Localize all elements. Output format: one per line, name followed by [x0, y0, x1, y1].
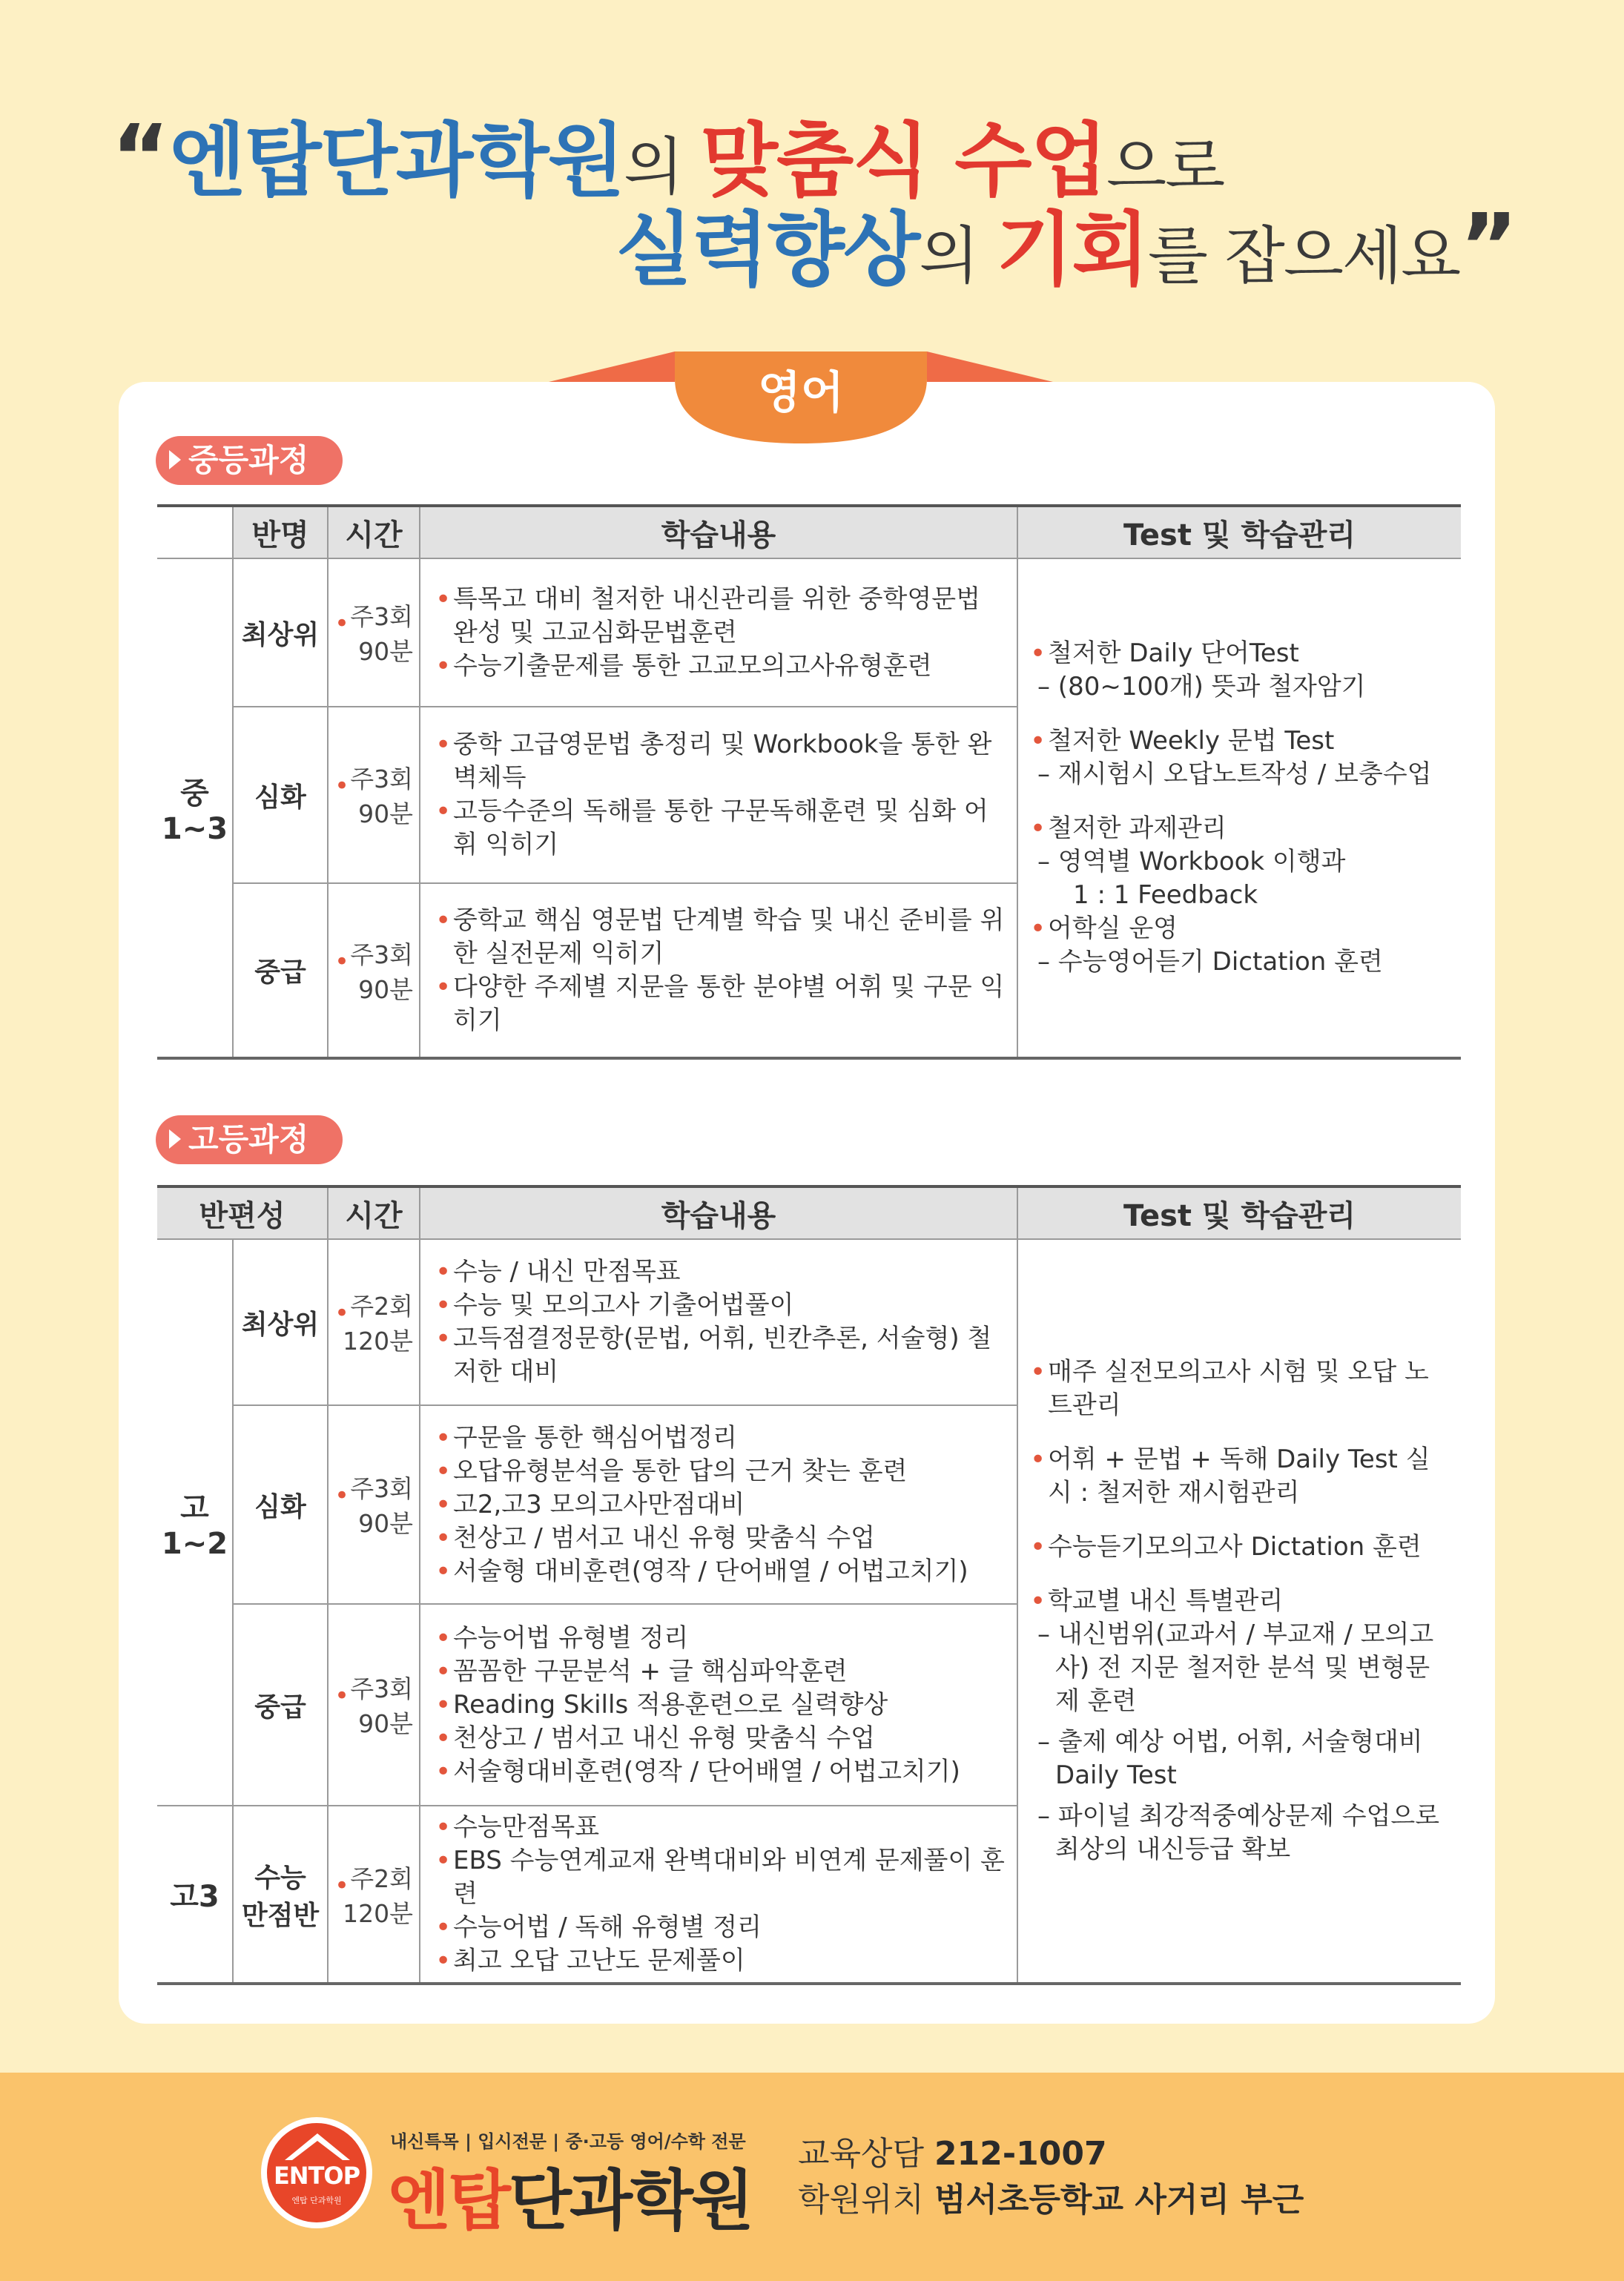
headline-particle: 으로 [1106, 131, 1224, 203]
list-item: • 중학 고급영문법 총정리 및 Workbook을 통한 완벽체득 [435, 728, 1006, 795]
table-row [157, 1239, 1461, 1405]
contact-label: 교육상담 [798, 2135, 925, 2173]
management-item: • 매주 실전모의고사 시험 및 오답 노트관리 [1030, 1356, 1450, 1422]
list-item: • 고득점결정문항(문법, 어휘, 빈칸추론, 서술형) 철저한 대비 [435, 1322, 1006, 1389]
time-cell [328, 1239, 420, 1405]
time-label: 주2회 120분 [343, 1292, 414, 1356]
grade-group-label: 중 1~3 [161, 776, 228, 846]
management-item: • 학교별 내신 특별관리 [1030, 1585, 1450, 1618]
table-header-row [157, 506, 1461, 558]
bullet-icon: • [334, 946, 350, 977]
content-cell [420, 1604, 1017, 1806]
management-cell [1017, 558, 1461, 1058]
time-cell [328, 1604, 420, 1806]
management-cell [1017, 1239, 1461, 1984]
list-item: • 중학교 핵심 영문법 단계별 학습 및 내신 준비를 위한 실전문제 익히기 [435, 904, 1006, 971]
custom-class-highlight: 맞춤식 수업 [700, 115, 1106, 208]
header-content: 학습내용 [420, 506, 1017, 558]
content-cell [420, 1239, 1017, 1405]
management-item: • 수능듣기모의고사 Dictation 훈련 [1030, 1531, 1450, 1564]
management-sub: – 파이널 최강적중예상문제 수업으로 최상의 내신등급 확보 [1037, 1801, 1440, 1864]
house-roof-inner [292, 2141, 343, 2160]
headline [0, 0, 1624, 311]
close-quote: ” [1459, 196, 1517, 299]
bullet-icon: • [334, 609, 350, 638]
level-cell [233, 1806, 328, 1984]
academy-name-red: 엔탑 [387, 2162, 509, 2239]
list-item: • 수능기출문제를 통한 고교모의고사유형훈련 [435, 650, 1006, 683]
headline-particle: 를 잡으세요 [1147, 219, 1460, 292]
time-cell [328, 883, 420, 1058]
academy-name-black: 단과학원 [509, 2162, 753, 2239]
level-label: 수능 만점반 [241, 1862, 320, 1931]
header-content: 학습내용 [420, 1186, 1017, 1239]
list-item: • 천상고 / 범서고 내신 유형 맞춤식 수업 [435, 1522, 1006, 1555]
list-item: • 천상고 / 범서고 내신 유형 맞춤식 수업 [435, 1722, 1006, 1755]
time-label: 주3회 90분 [350, 765, 413, 828]
time-cell [328, 707, 420, 883]
time-label: 주3회 90분 [350, 602, 413, 666]
list-item: • 서술형 대비훈련(영작 / 단어배열 / 어법고치기) [435, 1555, 1006, 1588]
list-item: • 구문을 통한 핵심어법정리 [435, 1422, 1006, 1455]
management-sub: – 재시험시 오답노트작성 / 보충수업 [1037, 759, 1432, 789]
level-cell: 중급 [233, 883, 328, 1058]
management-sub: – 수능영어듣기 Dictation 훈련 [1037, 947, 1383, 977]
content-cell [420, 707, 1017, 883]
list-item: • 고등수준의 독해를 통한 구문독해훈련 및 심화 어휘 익히기 [435, 795, 1006, 862]
time-label: 주2회 120분 [343, 1864, 414, 1928]
bullet-icon: • [334, 1681, 350, 1711]
list-item: • 특목고 대비 철저한 내신관리를 위한 중학영문법 완성 및 고교심화문법훈련 [435, 583, 1006, 650]
headline-particle: 의 [919, 219, 997, 292]
list-item: • 서술형대비훈련(영작 / 단어배열 / 어법고치기) [435, 1755, 1006, 1789]
high-course-badge-label: 고등과정 [188, 1121, 309, 1158]
contact-location [798, 2173, 1304, 2220]
headline-line-2 [615, 185, 1516, 300]
list-item: • 수능 및 모의고사 기출어법풀이 [435, 1289, 1006, 1322]
list-item: • 수능어법 / 독해 유형별 정리 [435, 1911, 1006, 1944]
subject-tab [549, 349, 1053, 445]
level-cell: 최상위 [233, 558, 328, 707]
headline-particle: 의 [623, 131, 701, 203]
management-sub: 1 : 1 Feedback [1073, 880, 1258, 910]
bullet-icon: • [334, 1870, 350, 1901]
opportunity-highlight: 기회 [996, 204, 1148, 297]
open-quote: “ [111, 107, 168, 210]
header-management: Test 및 학습관리 [1017, 1186, 1461, 1239]
list-item: • 오답유형분석을 통한 답의 근거 찾는 훈련 [435, 1455, 1006, 1488]
grade-group [157, 558, 233, 1058]
triangle-right-icon [169, 1129, 181, 1149]
content-cell [420, 1405, 1017, 1604]
high-course-table [157, 1185, 1461, 1985]
middle-course-badge-label: 중등과정 [188, 442, 309, 478]
location-label: 학원위치 [798, 2181, 925, 2219]
time-label: 주3회 90분 [350, 1474, 414, 1538]
content-cell [420, 1806, 1017, 1984]
management-item: • 철저한 Daily 단어Test [1030, 637, 1450, 670]
content-cell [420, 883, 1017, 1058]
subject-tab-label: 영어 [758, 367, 844, 419]
academy-name [387, 2149, 752, 2242]
middle-course-table [157, 504, 1461, 1060]
list-item: • 수능만점목표 [435, 1811, 1006, 1844]
management-sub: – 출제 예상 어법, 어휘, 서술형대비 Daily Test [1037, 1727, 1423, 1790]
time-cell [328, 1405, 420, 1604]
management-item: • 어학실 운영 [1030, 912, 1450, 945]
contact-phone [798, 2127, 1107, 2174]
header-time: 시간 [328, 1186, 420, 1239]
list-item: • 수능 / 내신 만점목표 [435, 1255, 1006, 1289]
grade-group [157, 1239, 233, 1806]
academy-name-highlight: 엔탑단과학원 [168, 115, 624, 208]
list-item: • 고2,고3 모의고사만점대비 [435, 1488, 1006, 1522]
logo-subtext: 엔탑 단과학원 [291, 2196, 342, 2205]
bullet-icon: • [334, 771, 350, 801]
level-cell: 중급 [233, 1604, 328, 1806]
header-class-group: 반편성 [157, 1186, 328, 1239]
academy-tagline: 내신특목 | 입시전문 | 중·고등 영어/수학 전문 [390, 2131, 746, 2152]
table-header-row [157, 1186, 1461, 1239]
list-item: • 최고 오답 고난도 문제풀이 [435, 1944, 1006, 1978]
management-sub: – (80~100개) 뜻과 철자암기 [1037, 672, 1366, 702]
triangle-right-icon [169, 450, 181, 469]
middle-course-badge [156, 436, 343, 485]
academy-logo [261, 2117, 372, 2228]
management-sub: – 내신범위(교과서 / 부교재 / 모의고사) 전 지문 철저한 분석 및 변형문제 훈련 [1037, 1620, 1434, 1716]
level-cell: 최상위 [233, 1239, 328, 1405]
list-item: • Reading Skills 적용훈련으로 실력향상 [435, 1689, 1006, 1722]
header-management: Test 및 학습관리 [1017, 506, 1461, 558]
content-cell [420, 558, 1017, 707]
header-time: 시간 [328, 506, 420, 558]
management-item: • 철저한 과제관리 [1030, 812, 1450, 845]
header-empty [157, 506, 233, 558]
time-cell [328, 1806, 420, 1984]
contact-number: 212-1007 [934, 2135, 1107, 2173]
logo-mark: ENTOP [273, 2162, 360, 2190]
header-class: 반명 [233, 506, 328, 558]
management-item: • 철저한 Weekly 문법 Test [1030, 724, 1450, 758]
level-cell: 심화 [233, 707, 328, 883]
skill-improvement-highlight: 실력향상 [615, 204, 920, 297]
bullet-icon: • [334, 1481, 350, 1511]
list-item: • 수능어법 유형별 정리 [435, 1622, 1006, 1655]
management-item: • 어휘 + 문법 + 독해 Daily Test 실시 : 철저한 재시험관리 [1030, 1443, 1450, 1510]
list-item: • EBS 수능연계교재 완벽대비와 비연계 문제풀이 훈련 [435, 1844, 1006, 1911]
management-sub: – 영역별 Workbook 이행과 [1037, 847, 1346, 877]
list-item: • 다양한 주제별 지문을 통한 분야별 어휘 및 구문 익히기 [435, 971, 1006, 1037]
time-label: 주3회 90분 [350, 940, 413, 1004]
level-cell: 심화 [233, 1405, 328, 1604]
location-value: 범서초등학교 사거리 부근 [934, 2181, 1304, 2219]
table-row [157, 558, 1461, 707]
time-cell [328, 558, 420, 707]
grade-group-label: 고 1~2 [161, 1491, 228, 1561]
list-item: • 꼼꼼한 구문분석 + 글 핵심파악훈련 [435, 1655, 1006, 1689]
high-course-badge [156, 1115, 343, 1164]
time-label: 주3회 90분 [350, 1674, 414, 1738]
bullet-icon: • [334, 1298, 350, 1328]
grade-group: 고3 [157, 1806, 233, 1984]
